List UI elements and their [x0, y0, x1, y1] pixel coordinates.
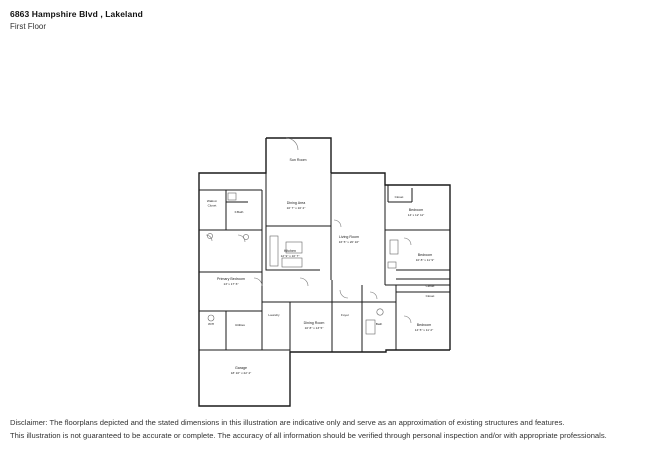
room-name: Bedroom — [408, 208, 424, 212]
room-label — [235, 210, 244, 214]
room-label — [339, 235, 359, 244]
room-name: Bath — [375, 322, 383, 326]
room-dim: Closet — [207, 203, 217, 208]
room-name: Dining Area — [286, 201, 306, 205]
room-dim: 13' x 17' 6" — [223, 282, 239, 286]
room-label — [208, 322, 214, 326]
room-label — [408, 208, 425, 217]
room-label — [268, 313, 280, 317]
room-name: Dining Room — [303, 321, 325, 325]
room-label — [290, 158, 307, 162]
room-name: Living Room — [339, 235, 359, 239]
room-labels — [207, 158, 435, 375]
room-label — [304, 321, 325, 330]
room-label — [207, 199, 217, 208]
room-label — [415, 323, 433, 332]
room-label — [235, 323, 245, 327]
floorplan-drawing — [0, 30, 650, 410]
room-label — [287, 201, 306, 210]
room-dim: 12' 9" x 10' 7" — [280, 254, 300, 258]
property-address: 6863 Hampshire Blvd , Lakeland — [10, 9, 143, 19]
room-label — [426, 284, 435, 288]
room-name: W/H — [207, 322, 215, 326]
room-label — [231, 366, 251, 375]
room-name: Kitchen — [284, 249, 296, 253]
room-dim: 16' 5" x 20' 10" — [338, 240, 360, 244]
room-label — [416, 253, 434, 262]
floor-label: First Floor — [10, 22, 46, 31]
room-dim: 10' 8" x 13' 5" — [304, 326, 324, 330]
floorplan-container — [0, 30, 650, 410]
room-name: Bedroom — [416, 323, 432, 327]
disclaimer-line-1: Disclaimer: The floorplans depicted and the stated dimensions in this illustration are indicative only and serve as an approximation of existing structures and features. — [10, 418, 565, 427]
room-label — [376, 322, 383, 326]
room-name: Primary Bedroom — [217, 277, 245, 281]
room-name: Utilities — [235, 323, 245, 327]
room-label — [426, 294, 435, 298]
room-name: Closet — [425, 294, 435, 298]
room-name: Closet — [394, 195, 404, 199]
room-label — [281, 249, 300, 258]
room-dim: 10' 7" x 10' 2" — [286, 206, 306, 210]
room-label — [341, 313, 349, 317]
room-label — [395, 195, 404, 199]
disclaimer — [10, 416, 640, 442]
room-name: Sun Room — [289, 158, 307, 162]
room-name: Laundry — [268, 313, 280, 317]
room-name: Foyer — [341, 313, 349, 317]
room-name: Closet — [425, 284, 435, 288]
room-name: Bedroom — [417, 253, 433, 257]
disclaimer-line-2: This illustration is not guaranteed to be accurate or complete. The accuracy of all information should be verified through personal inspection and/or with appropriate professionals. — [10, 431, 607, 440]
room-name: Garage — [235, 366, 247, 370]
room-dim: 14' 5" x 11' 2" — [414, 328, 434, 332]
room-dim: 10' 8" x 11' 9" — [415, 258, 435, 262]
room-label — [217, 277, 245, 286]
fixtures — [207, 193, 398, 334]
room-dim: 14' x 12' 11" — [407, 213, 425, 217]
room-name: F.Bath — [234, 210, 244, 214]
room-name: Walk-in — [206, 199, 218, 203]
room-dim: 18' 10" x 22' 4" — [230, 371, 252, 375]
